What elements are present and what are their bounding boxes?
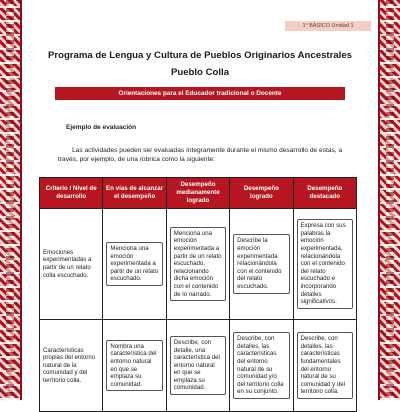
- table-cell: [230, 209, 293, 320]
- table-cell: [40, 209, 103, 320]
- decorative-border-right: [378, 0, 400, 400]
- cell-text: Menciona una emoción experimentada a partir de un relato escuchado, relacionando dicha emoción con el contenido de lo narrado.: [170, 227, 226, 301]
- table-cell: [230, 320, 293, 412]
- cell-text: Emociones experimentadas a partir de un relato colla escuchado.: [43, 248, 92, 279]
- table-header-row: [40, 178, 357, 209]
- table-cell: [40, 320, 103, 412]
- document-title: Programa de Lengua y Cultura de Pueblos Originarios Ancestrales: [47, 50, 353, 61]
- table-header-cell: En vías de alcanzar el desempeño: [103, 178, 166, 209]
- table-cell: [166, 209, 229, 320]
- table-cell: [293, 209, 356, 320]
- grade-unit-badge: 1° BÁSICO Unidad 1: [285, 21, 371, 31]
- cell-text: Nombra una característica del entorno natural en que se emplaza su comunidad.: [106, 340, 162, 392]
- table-cell: [103, 209, 166, 320]
- table-cell: [103, 320, 166, 412]
- table-cell: [293, 320, 356, 412]
- cell-text: Menciona una emoción experimentada a partir de un relato escuchado.: [106, 242, 162, 286]
- cell-text: Describe, con detalles, las características fundamentales del entorno natural de su comunidad y del territorio colla.: [297, 332, 353, 399]
- cell-text: Expresa con sus palabras la emoción experimentada, relacionándola con el contenido del relato escuchado e incorporando detalles significativos.: [297, 219, 353, 309]
- cell-text: Describe la emoción experimentada relacionándola con el contenido del relato escuchado.: [233, 234, 289, 293]
- section-banner: Orientaciones para el Educador tradicional o Docente: [55, 87, 345, 100]
- table-header-cell: Criterio / Nivel de desarrollo: [40, 178, 103, 209]
- table-header-cell: Desempeño destacado: [293, 178, 356, 209]
- document-subtitle: Pueblo Colla: [170, 67, 230, 78]
- table-row: [40, 320, 357, 412]
- cell-text: Características propias del entorno natural de la comunidad y del territorio colla.: [43, 346, 96, 384]
- decorative-border-left: [0, 0, 22, 400]
- table-header-cell: Desempeño medianamente logrado: [166, 178, 229, 209]
- evaluation-rubric-table: [39, 177, 357, 412]
- cell-text: Describe, con detalle, una característica del entorno natural en que se emplaza su comunidad.: [170, 336, 226, 395]
- table-cell: [166, 320, 229, 412]
- table-header-cell: Desempeño logrado: [230, 178, 293, 209]
- section-heading: Ejemplo de evaluación: [66, 124, 137, 131]
- intro-paragraph: Las actividades pueden ser evaluadas íntegramente durante el mismo desarrollo de estas, a través, por ejemplo, de una rúbrica como la siguiente:: [58, 147, 343, 163]
- table-row: [40, 209, 357, 320]
- cell-text: Describe, con detalles, las características del entorno natural de su comunidad y/o del territorio colla en su conjunto.: [233, 332, 289, 399]
